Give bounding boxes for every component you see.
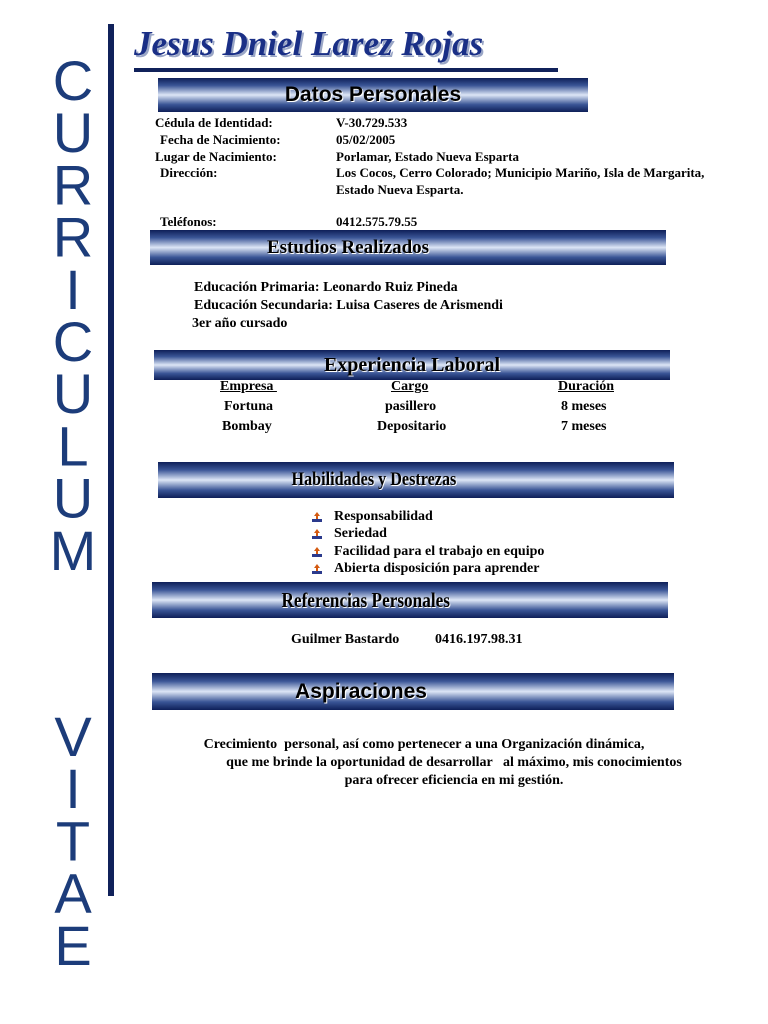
arrow-bullet-icon [312, 547, 322, 557]
phone-value: 0412.575.79.55 [336, 214, 418, 229]
section-banner-experience [154, 350, 670, 380]
skill-label: Seriedad [334, 526, 387, 542]
section-title-studies: Estudios Realizados [266, 236, 430, 258]
id-label: Cédula de Identidad: [155, 115, 273, 130]
side-title-letter: U [52, 362, 94, 426]
section-title-skills: Habilidades y Destrezas [291, 469, 457, 490]
side-title-letter: C [52, 54, 94, 112]
section-banner-studies [150, 230, 666, 265]
aspirations-line-3: para ofrecer eficiencia en mi gestión. [344, 773, 564, 788]
list-item [312, 561, 544, 579]
address-label: Dirección: [160, 165, 218, 180]
table-header-duration: Duración [558, 379, 614, 394]
side-title-letter: U [52, 101, 94, 165]
table-cell-duration: 8 meses [561, 399, 607, 414]
birth-value: 05/02/2005 [336, 132, 396, 147]
skill-label: Responsabilidad [334, 508, 433, 524]
primary-education: Educación Primaria: Leonardo Ruiz Pineda [194, 280, 458, 295]
reference-phone: 0416.197.98.31 [435, 632, 523, 647]
arrow-bullet-icon [312, 512, 322, 522]
table-cell-position: pasillero [385, 399, 437, 414]
aspirations-line-1: Crecimiento personal, así como pertenecer a una Organización dinámica, [203, 737, 645, 752]
table-header-position: Cargo [391, 379, 429, 394]
table-header-company: Empresa [220, 379, 277, 394]
side-title-letter: C [52, 310, 94, 373]
address-line-2: Estado Nueva Esparta. [336, 182, 464, 197]
candidate-name: Jesus Dniel Larez Rojas [134, 24, 484, 63]
table-cell-duration: 7 meses [561, 419, 607, 434]
side-title-letter: M [49, 518, 97, 582]
birth-label: Fecha de Nacimiento: [160, 132, 281, 147]
table-cell-company: Bombay [222, 419, 272, 434]
table-cell-company: Fortuna [224, 399, 273, 414]
section-banner-references [152, 582, 668, 618]
side-title-letter: R [52, 153, 94, 217]
name-underline [134, 68, 558, 72]
aspirations-line-2: que me brinde la oportunidad de desarrollar al máximo, mis conocimientos [226, 755, 682, 770]
place-value: Porlamar, Estado Nueva Esparta [336, 149, 519, 164]
section-title-references: Referencias Personales [281, 587, 451, 612]
section-title-personal: Datos Personales [284, 83, 462, 106]
phone-label: Teléfonos: [160, 214, 217, 229]
list-item [312, 508, 544, 526]
side-title-letter: U [52, 466, 94, 530]
side-title-letter: I [65, 257, 81, 321]
list-item [312, 526, 544, 544]
address-line-1: Los Cocos, Cerro Colorado; Municipio Mariño, Isla de Margarita, [336, 165, 705, 180]
arrow-bullet-icon [312, 529, 322, 539]
side-title-letter: V [54, 705, 92, 768]
side-title-letter: E [54, 913, 92, 974]
side-title [40, 54, 106, 974]
side-title-letter: A [54, 861, 92, 925]
table-cell-position: Depositario [377, 419, 447, 434]
id-value: V-30.729.533 [336, 115, 408, 130]
section-banner-aspirations [152, 673, 674, 710]
side-title-letter: I [65, 757, 81, 821]
vertical-rule [108, 24, 114, 896]
year-completed: 3er año cursado [192, 316, 288, 331]
place-label: Lugar de Nacimiento: [155, 149, 277, 164]
side-title-letter: T [55, 809, 91, 873]
arrow-bullet-icon [312, 564, 322, 574]
skill-label: Facilidad para el trabajo en equipo [334, 543, 545, 559]
section-banner-skills [158, 462, 674, 498]
skills-list [312, 508, 544, 578]
reference-name: Guilmer Bastardo [291, 632, 400, 647]
side-title-letter: R [52, 205, 94, 269]
list-item [312, 543, 544, 561]
section-banner-personal [158, 78, 588, 112]
skill-label: Abierta disposición para aprender [334, 561, 540, 577]
section-title-aspirations: Aspiraciones [295, 679, 427, 703]
section-title-experience: Experiencia Laboral [323, 353, 501, 376]
secondary-education: Educación Secundaria: Luisa Caseres de Arismendi [194, 298, 503, 313]
side-title-letter: L [57, 414, 89, 478]
